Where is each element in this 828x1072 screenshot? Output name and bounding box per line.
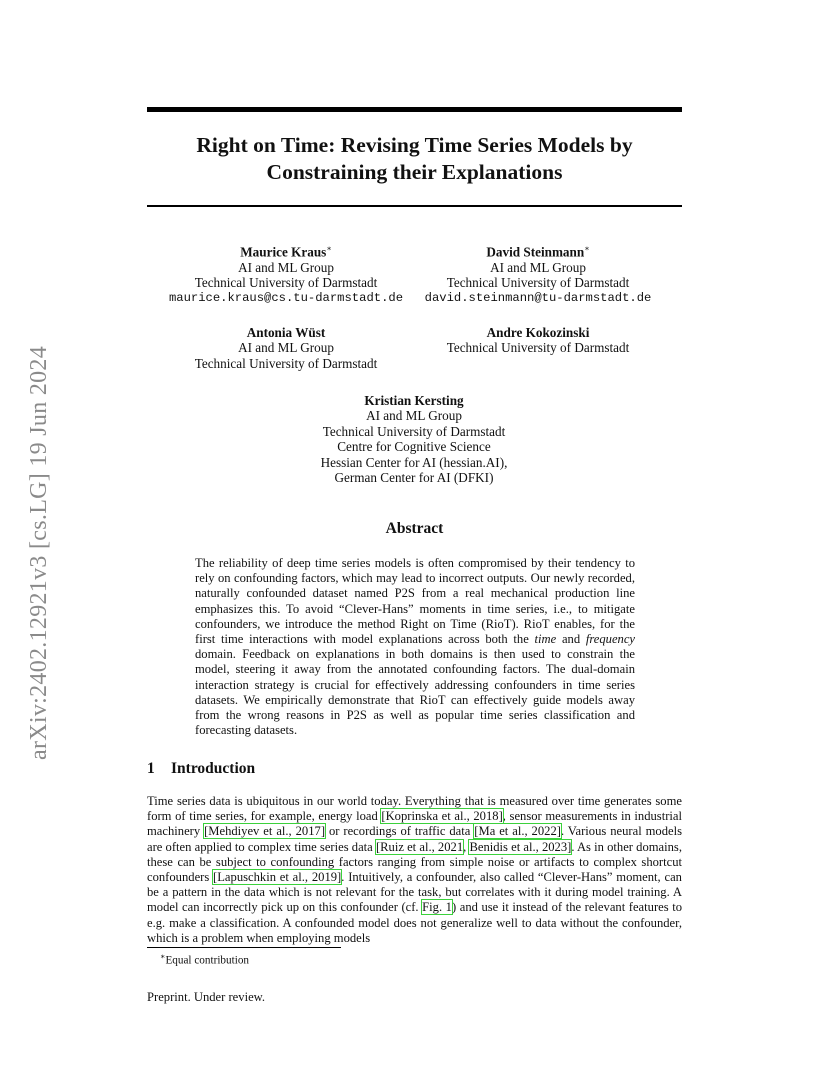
arxiv-stamp: arXiv:2402.12921v3 [cs.LG] 19 Jun 2024 [26,345,52,760]
intro-text: , [463,839,470,854]
author-block-wuest [156,325,416,371]
citation-link[interactable]: [Ma et al., 2022] [474,824,561,839]
footnote-text: Equal contribution [165,954,250,967]
author-affiliation: Technical University of Darmstadt [322,423,506,439]
author-block-kraus [156,241,416,306]
author-email[interactable]: maurice.kraus@cs.tu-darmstadt.de [168,290,404,305]
section-heading-introduction [147,760,255,778]
intro-text: Time series data is ubiquitous in our world today. Everything that is measured over time generates some form of time series, for example, energy load [147,794,682,824]
abstract-emphasis-frequency: frequency [585,632,636,647]
author-name: Maurice Kraus [240,244,327,260]
intro-text: , sensor measurements in industrial machinery [147,809,682,839]
author-affiliation: AI and ML Group [238,259,334,275]
title-line-2: Constraining their Explanations [266,160,563,184]
intro-text: . Intuitively, a confounder, also called “Clever-Hans” moment, can be a pattern in the data which is not relevant for the task, but correlates with it during model training. A model can incorrectly pick up on this confounder (cf. [147,870,682,915]
paper-title [147,132,682,186]
title-line-1: Right on Time: Revising Time Series Models by [196,133,633,157]
abstract-part: and [556,632,586,647]
abstract-part: domain. Feedback on explanations in both domains is then used to constrain the model, steering it away from the annotated confounding factors. The dual-domain interaction strategy is crucial for effectively addressing confounders in time series datasets. We empirically demonstrate that RioT can effectively guide models away from the wrong reasons in P2S as well as popular time series classification and forecasting datasets. [195,647,635,738]
section-number: 1 [147,760,155,777]
title-top-rule [147,107,682,112]
citation-link[interactable]: Benidis et al., 2023] [469,839,572,854]
author-affiliation: Technical University of Darmstadt [194,275,378,291]
title-bottom-rule [147,205,682,207]
author-block-kersting [264,393,564,485]
intro-text: . As in other domains, these can be subject to confounding factors ranging from simple noise or artifacts to complex shortcut confounders [147,839,682,885]
author-affiliation: Technical University of Darmstadt [446,340,630,356]
citation-link[interactable]: [Lapuschkin et al., 2019] [213,870,342,885]
intro-text: . Various neural models are often applied to complex time series data [147,824,683,854]
author-name: Andre Kokozinski [486,325,590,340]
equal-contribution-mark: ∗ [326,244,332,253]
author-affiliation: Hessian Center for AI (hessian.AI), [320,454,508,470]
author-affiliation: German Center for AI (DFKI) [334,470,494,486]
equal-contribution-mark: ∗ [584,244,590,253]
abstract-heading: Abstract [385,520,444,537]
footnote-mark: ∗ [160,952,166,961]
author-affiliation: Technical University of Darmstadt [194,355,378,371]
intro-text: ) and use it instead of the relevant features to e.g. make a classification. A confounded model does not generalize well to data without the confounder, which is a problem when employing models [147,900,682,945]
author-email[interactable]: david.steinmann@tu-darmstadt.de [424,290,652,305]
author-affiliation: AI and ML Group [366,408,462,424]
footnote [160,952,249,967]
abstract-text [195,556,635,738]
citation-link[interactable]: [Ruiz et al., 2021 [375,839,464,854]
author-name: David Steinmann [486,244,585,260]
section-title: Introduction [171,760,256,777]
intro-text: or recordings of traffic data [325,824,475,839]
abstract-part: The reliability of deep time series models is often compromised by their tendency to rely on confounding factors, which may lead to incorrect outputs. Our newly recorded, naturally confounded dataset named P2S from a real mechanical production line emphasizes this. To avoid “Clever-Hans” moments in time series, i.e., to mitigate confounders, we introduce the method Right on Time (RioT). RioT enables, for the first time interactions with model explanations across both the [195,556,635,647]
author-affiliation: Centre for Cognitive Science [337,439,491,455]
introduction-paragraph [147,794,682,946]
author-name: Antonia Wüst [246,325,326,340]
footnote-rule [147,947,341,948]
author-affiliation: Technical University of Darmstadt [446,275,630,291]
citation-link[interactable]: [Koprinska et al., 2018] [381,809,503,824]
author-affiliation: AI and ML Group [238,340,334,356]
author-block-steinmann [416,241,660,306]
preprint-notice: Preprint. Under review. [147,990,266,1004]
author-name: Kristian Kersting [364,393,464,408]
abstract-emphasis-time: time [534,632,557,647]
author-affiliation: AI and ML Group [490,259,586,275]
author-block-kokozinski [416,325,660,356]
figure-reference-link[interactable]: Fig. 1 [422,900,452,915]
citation-link[interactable]: [Mehdiyev et al., 2017] [204,824,326,839]
